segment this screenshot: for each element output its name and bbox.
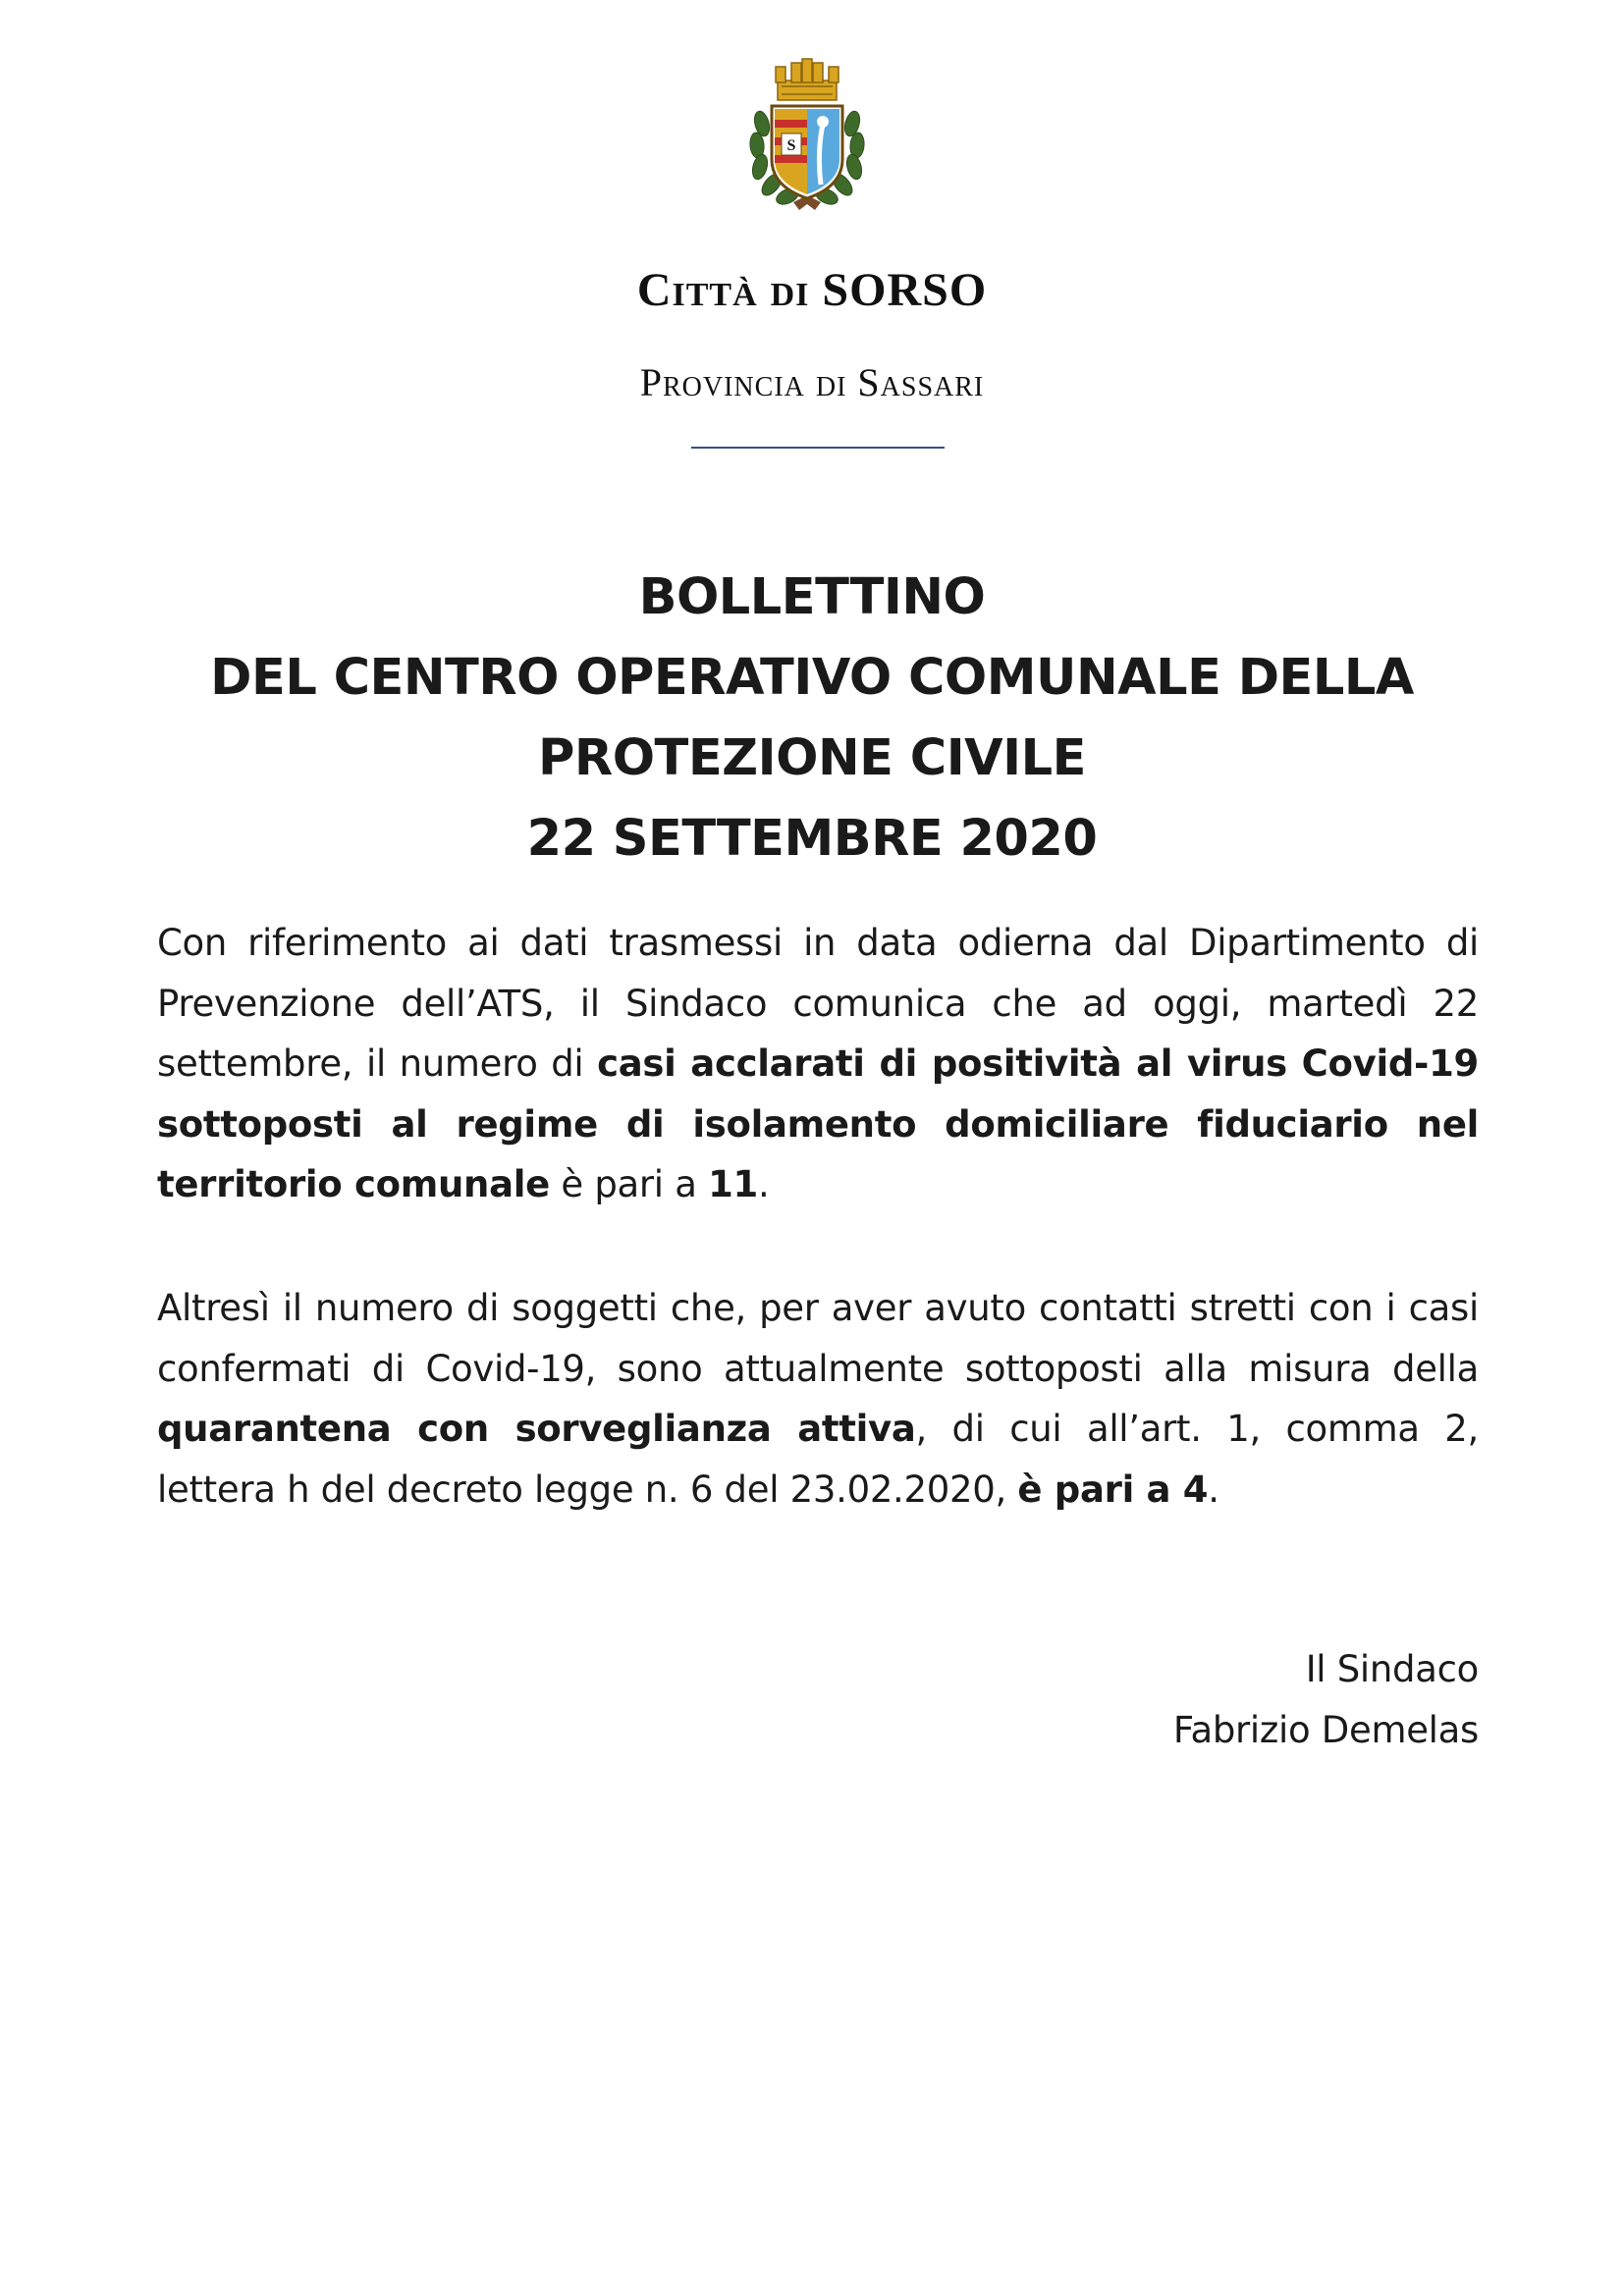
signature-block xyxy=(1173,1639,1479,1760)
signature-name: Fabrizio Demelas xyxy=(1172,1708,1479,1751)
bulletin-title xyxy=(0,558,1624,880)
town-prefix: Città di xyxy=(636,264,810,316)
crest-letter: S xyxy=(786,137,796,154)
p1-bold-1: casi acclarati di positività al virus Covid-19 sottoposti al regime di isolamento domiciliare fiduciario nel territorio comunale xyxy=(157,1042,1479,1205)
title-line-1: BOLLETTINO xyxy=(638,568,986,626)
town-heading xyxy=(0,263,1624,317)
header-divider xyxy=(691,447,945,449)
p1-text-1: Con riferimento ai dati trasmessi in data odierna dal Dipartimento di Prevenzione dell’ATS, il Sindaco comunica che ad oggi, martedì 22 settembre, il numero di xyxy=(157,922,1479,1085)
town-name: SORSO xyxy=(822,264,988,316)
p2-text-2: , di cui all’art. 1, comma 2, lettera h del decreto legge n. 6 del 23.02.2020, xyxy=(157,1408,1479,1511)
title-line-3: PROTEZIONE CIVILE xyxy=(538,729,1086,787)
title-line-4: 22 SETTEMBRE 2020 xyxy=(526,810,1098,868)
p2-count: è pari a 4 xyxy=(1017,1468,1209,1511)
p2-bold-1: quarantena con sorveglianza attiva xyxy=(157,1408,916,1450)
paragraph-positive-cases xyxy=(157,913,1479,1215)
p1-text-2: è pari a xyxy=(549,1163,709,1205)
p1-text-3: . xyxy=(757,1163,770,1205)
p1-count: 11 xyxy=(708,1163,758,1205)
p2-text-3: . xyxy=(1208,1468,1219,1511)
p2-text-1: Altresì il numero di soggetti che, per aver avuto contatti stretti con i casi confermati di Covid-19, sono attualmente sottoposti alla misura della xyxy=(157,1287,1479,1390)
signature-role: Il Sindaco xyxy=(1305,1648,1479,1690)
coat-of-arms-icon xyxy=(742,55,872,214)
title-line-2: DEL CENTRO OPERATIVO COMUNALE DELLA xyxy=(210,649,1414,707)
province-heading: Provincia di Sassari xyxy=(639,360,985,404)
paragraph-quarantine xyxy=(157,1278,1479,1520)
